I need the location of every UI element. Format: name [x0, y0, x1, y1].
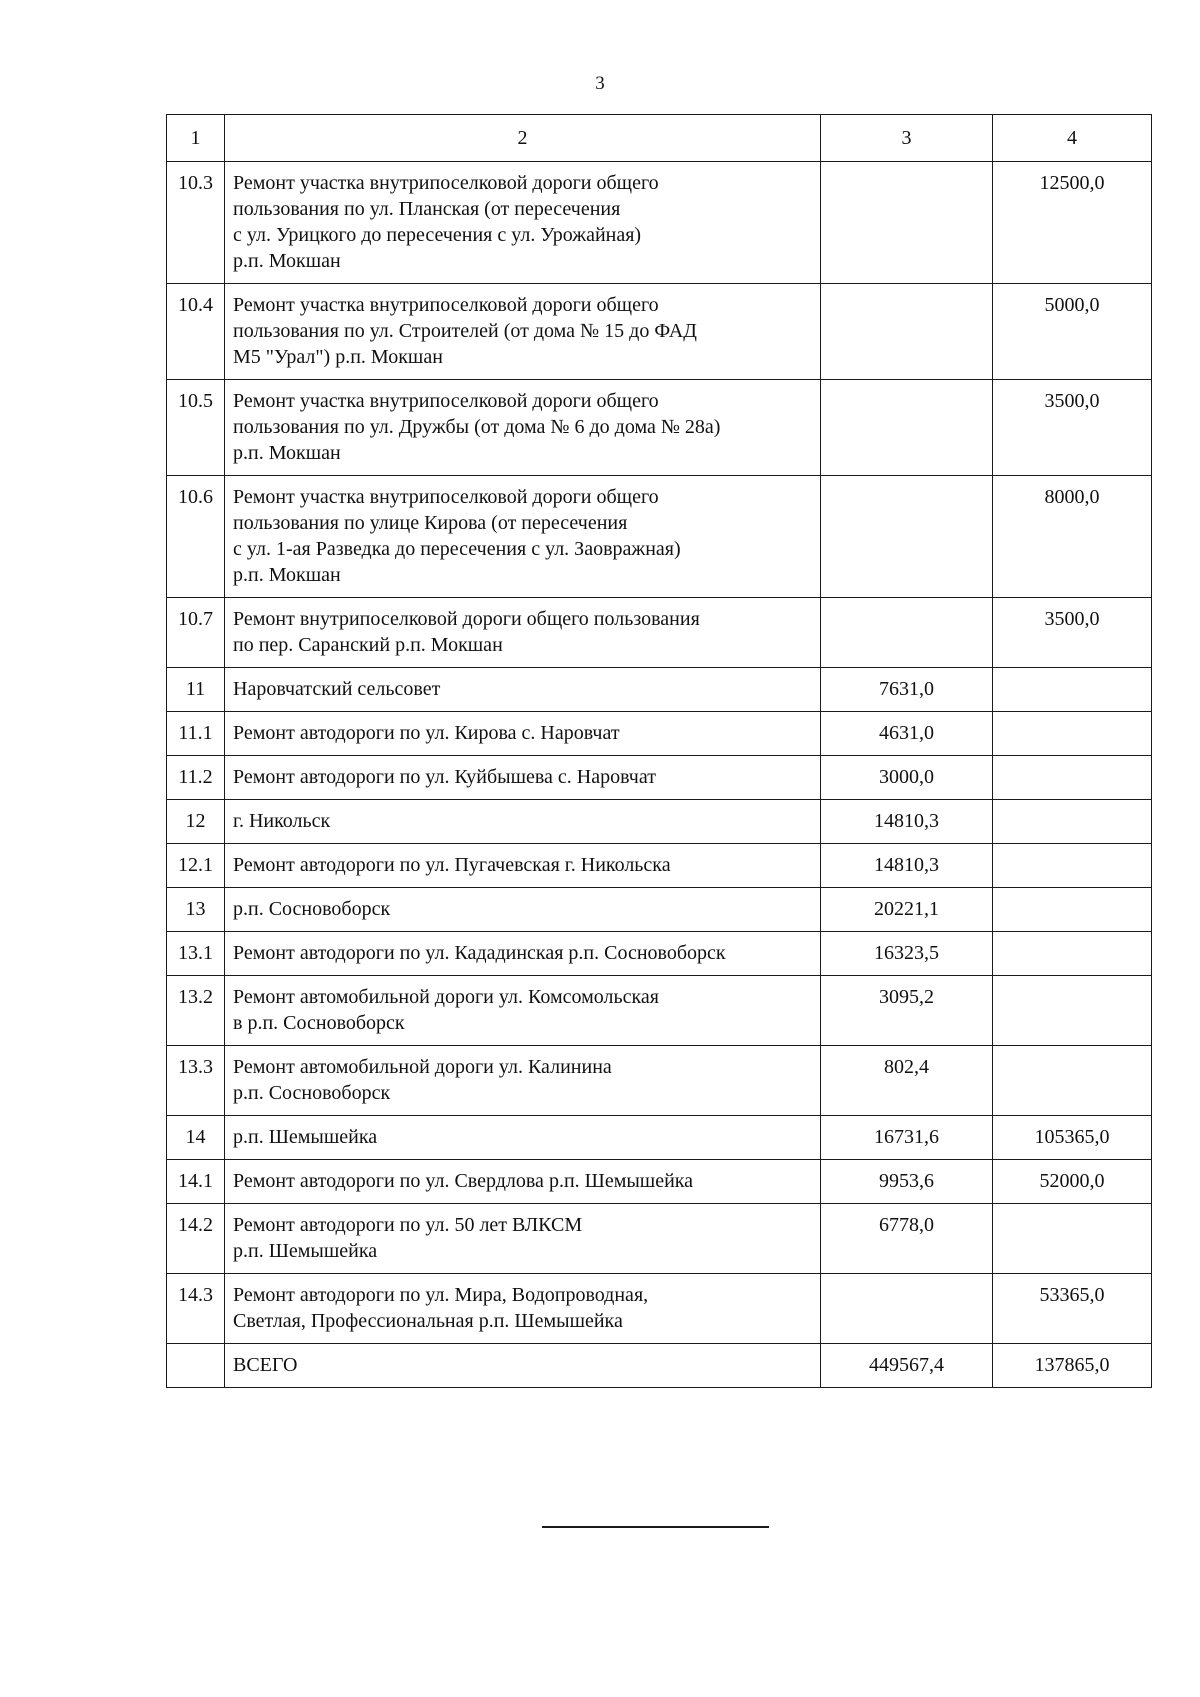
description-line: р.п. Мокшан: [233, 250, 341, 272]
description-line: Ремонт участка внутрипоселковой дороги общего: [233, 294, 659, 316]
table-row: [167, 888, 1152, 932]
row-value-col3: 14810,3: [821, 844, 993, 888]
row-value-col4: [993, 1204, 1152, 1274]
row-description: [225, 1116, 821, 1160]
table-row: [167, 1204, 1152, 1274]
description-line: пользования по ул. Планская (от пересечения: [233, 198, 621, 220]
row-value-col4: 53365,0: [993, 1274, 1152, 1344]
description-line: Ремонт автомобильной дороги ул. Комсомольская: [233, 986, 659, 1008]
row-value-col3: 449567,4: [821, 1344, 993, 1388]
row-value-col3: [821, 476, 993, 598]
row-description: [225, 598, 821, 668]
row-description: [225, 1344, 821, 1388]
row-value-col4: [993, 1046, 1152, 1116]
row-value-col4: [993, 932, 1152, 976]
description-line: р.п. Сосновоборск: [233, 898, 391, 920]
row-value-col4: 105365,0: [993, 1116, 1152, 1160]
row-number: 10.3: [167, 162, 225, 284]
description-line: М5 "Урал") р.п. Мокшан: [233, 346, 443, 368]
row-description: [225, 1274, 821, 1344]
row-number: 12.1: [167, 844, 225, 888]
row-value-col4: 12500,0: [993, 162, 1152, 284]
table-row: [167, 844, 1152, 888]
header-col-1: 1: [167, 115, 225, 162]
row-value-col3: 3000,0: [821, 756, 993, 800]
row-number: 10.4: [167, 284, 225, 380]
row-number: 10.7: [167, 598, 225, 668]
row-description: [225, 668, 821, 712]
row-description: [225, 1204, 821, 1274]
closing-rule: [542, 1526, 769, 1528]
header-col-2: 2: [225, 115, 821, 162]
page-number: 3: [595, 73, 605, 94]
description-line: г. Никольск: [233, 810, 331, 832]
row-description: [225, 800, 821, 844]
description-line: р.п. Шемышейка: [233, 1126, 378, 1148]
description-line: ВСЕГО: [233, 1354, 298, 1376]
description-line: Ремонт автомобильной дороги ул. Калинина: [233, 1056, 612, 1078]
budget-table: [166, 114, 1152, 1388]
row-value-col3: 9953,6: [821, 1160, 993, 1204]
description-line: Ремонт автодороги по ул. Кададинская р.п. Сосновоборск: [233, 942, 726, 964]
description-line: Ремонт участка внутрипоселковой дороги общего: [233, 390, 659, 412]
table-header-row: [167, 115, 1152, 162]
row-description: [225, 712, 821, 756]
table-row: [167, 976, 1152, 1046]
row-value-col3: [821, 1274, 993, 1344]
row-number: 12: [167, 800, 225, 844]
row-number: 10.6: [167, 476, 225, 598]
row-value-col4: [993, 756, 1152, 800]
row-value-col4: [993, 712, 1152, 756]
table-row: [167, 1160, 1152, 1204]
description-line: р.п. Мокшан: [233, 442, 341, 464]
row-value-col4: [993, 888, 1152, 932]
table-row: [167, 756, 1152, 800]
table-row: [167, 1116, 1152, 1160]
row-value-col3: 7631,0: [821, 668, 993, 712]
row-description: [225, 284, 821, 380]
description-line: Ремонт внутрипоселковой дороги общего пользования: [233, 608, 700, 630]
row-value-col4: 137865,0: [993, 1344, 1152, 1388]
table-row: [167, 162, 1152, 284]
row-value-col3: [821, 284, 993, 380]
description-line: р.п. Сосновоборск: [233, 1082, 391, 1104]
row-value-col3: [821, 598, 993, 668]
table-row: [167, 668, 1152, 712]
row-number: 14.3: [167, 1274, 225, 1344]
description-line: Ремонт участка внутрипоселковой дороги общего: [233, 486, 659, 508]
row-value-col4: [993, 668, 1152, 712]
description-line: Ремонт автодороги по ул. Куйбышева с. Наровчат: [233, 766, 656, 788]
row-number: 11.2: [167, 756, 225, 800]
row-number: 13.2: [167, 976, 225, 1046]
table-row: [167, 476, 1152, 598]
row-value-col3: [821, 162, 993, 284]
row-value-col4: 5000,0: [993, 284, 1152, 380]
row-value-col4: [993, 844, 1152, 888]
description-line: Наровчатский сельсовет: [233, 678, 441, 700]
row-description: [225, 976, 821, 1046]
table-row: [167, 1344, 1152, 1388]
description-line: р.п. Мокшан: [233, 564, 341, 586]
row-number: 13.3: [167, 1046, 225, 1116]
table-row: [167, 1274, 1152, 1344]
row-number: 14: [167, 1116, 225, 1160]
row-description: [225, 756, 821, 800]
description-line: Светлая, Профессиональная р.п. Шемышейка: [233, 1310, 623, 1332]
row-description: [225, 162, 821, 284]
row-description: [225, 888, 821, 932]
description-line: пользования по ул. Строителей (от дома № 15 до ФАД: [233, 320, 697, 342]
row-value-col4: 3500,0: [993, 598, 1152, 668]
row-value-col3: 16323,5: [821, 932, 993, 976]
row-value-col4: [993, 976, 1152, 1046]
row-number: 13.1: [167, 932, 225, 976]
row-description: [225, 1160, 821, 1204]
description-line: пользования по ул. Дружбы (от дома № 6 до дома № 28а): [233, 416, 721, 438]
description-line: Ремонт автодороги по ул. Пугачевская г. Никольска: [233, 854, 671, 876]
row-value-col3: 16731,6: [821, 1116, 993, 1160]
row-number: [167, 1344, 225, 1388]
row-description: [225, 844, 821, 888]
description-line: Ремонт автодороги по ул. 50 лет ВЛКСМ: [233, 1214, 583, 1236]
row-value-col3: 14810,3: [821, 800, 993, 844]
table-row: [167, 1046, 1152, 1116]
row-description: [225, 380, 821, 476]
table-row: [167, 800, 1152, 844]
row-number: 11: [167, 668, 225, 712]
row-value-col3: 6778,0: [821, 1204, 993, 1274]
row-value-col4: 8000,0: [993, 476, 1152, 598]
table-row: [167, 380, 1152, 476]
row-value-col3: 20221,1: [821, 888, 993, 932]
table-row: [167, 932, 1152, 976]
row-value-col4: 52000,0: [993, 1160, 1152, 1204]
header-col-4: 4: [993, 115, 1152, 162]
description-line: пользования по улице Кирова (от пересечения: [233, 512, 628, 534]
table-row: [167, 284, 1152, 380]
row-value-col3: 802,4: [821, 1046, 993, 1116]
row-number: 14.2: [167, 1204, 225, 1274]
row-number: 14.1: [167, 1160, 225, 1204]
row-number: 10.5: [167, 380, 225, 476]
row-description: [225, 932, 821, 976]
table-row: [167, 712, 1152, 756]
description-line: с ул. Урицкого до пересечения с ул. Урожайная): [233, 224, 642, 246]
row-value-col4: 3500,0: [993, 380, 1152, 476]
description-line: Ремонт автодороги по ул. Свердлова р.п. Шемышейка: [233, 1170, 694, 1192]
row-value-col3: 4631,0: [821, 712, 993, 756]
row-value-col4: [993, 800, 1152, 844]
description-line: Ремонт участка внутрипоселковой дороги общего: [233, 172, 659, 194]
row-description: [225, 476, 821, 598]
description-line: по пер. Саранский р.п. Мокшан: [233, 634, 503, 656]
table-row: [167, 598, 1152, 668]
description-line: с ул. 1-ая Разведка до пересечения с ул. Заовражная): [233, 538, 681, 560]
description-line: Ремонт автодороги по ул. Мира, Водопроводная,: [233, 1284, 649, 1306]
row-number: 13: [167, 888, 225, 932]
row-number: 11.1: [167, 712, 225, 756]
row-value-col3: [821, 380, 993, 476]
row-value-col3: 3095,2: [821, 976, 993, 1046]
header-col-3: 3: [821, 115, 993, 162]
description-line: в р.п. Сосновоборск: [233, 1012, 405, 1034]
description-line: р.п. Шемышейка: [233, 1240, 378, 1262]
row-description: [225, 1046, 821, 1116]
description-line: Ремонт автодороги по ул. Кирова с. Наровчат: [233, 722, 620, 744]
